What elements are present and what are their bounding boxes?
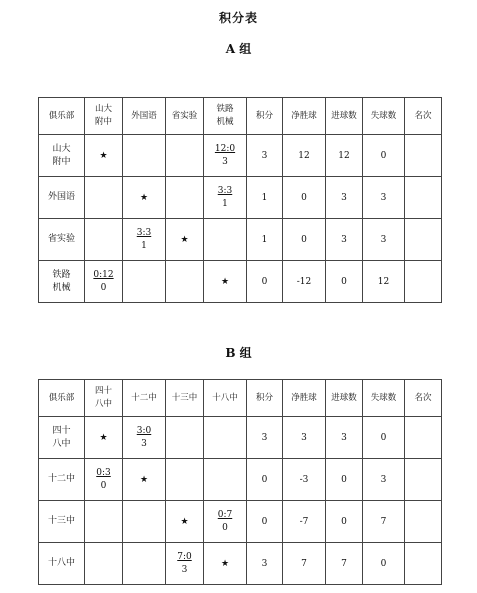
stat-value: 7 bbox=[380, 516, 387, 527]
stat-value: 0 bbox=[261, 276, 268, 287]
stat-cell bbox=[204, 417, 247, 459]
column-header bbox=[405, 380, 442, 417]
match-score: 3:0 bbox=[136, 425, 152, 436]
stat-cell bbox=[283, 261, 326, 303]
match-result-cell bbox=[166, 543, 204, 585]
star-icon: ★ bbox=[99, 150, 108, 161]
table-row bbox=[39, 459, 442, 501]
table-row bbox=[39, 135, 442, 177]
stat-cell bbox=[123, 543, 166, 585]
stat-cell bbox=[204, 459, 247, 501]
table-row bbox=[39, 417, 442, 459]
team-name-cell bbox=[39, 501, 85, 543]
stat-cell bbox=[363, 219, 405, 261]
table-row bbox=[39, 501, 442, 543]
column-header-label: 进球数 bbox=[331, 111, 357, 121]
team-name: 外国语 bbox=[47, 192, 75, 202]
stat-value: 12 bbox=[338, 150, 350, 161]
match-score: 3:3 bbox=[136, 227, 152, 238]
team-name-cell bbox=[39, 417, 85, 459]
stat-cell bbox=[85, 501, 123, 543]
column-header bbox=[363, 98, 405, 135]
stat-cell bbox=[204, 219, 247, 261]
stat-value: 0 bbox=[380, 150, 387, 161]
stat-cell bbox=[247, 135, 283, 177]
column-header-label: 净胜球 bbox=[291, 111, 317, 121]
stat-cell bbox=[283, 177, 326, 219]
column-header bbox=[85, 380, 123, 417]
column-header-label: 俱乐部 bbox=[48, 393, 75, 403]
team-name: 十三中 bbox=[47, 516, 75, 526]
group-a-title: A 组 bbox=[225, 42, 252, 56]
column-header-label: 失球数 bbox=[370, 111, 397, 121]
column-header bbox=[283, 98, 326, 135]
stat-cell bbox=[247, 177, 283, 219]
match-result bbox=[137, 425, 151, 451]
stat-value: 3 bbox=[380, 474, 387, 485]
column-header-label: 山大附中 bbox=[94, 104, 112, 127]
match-score: 12:0 bbox=[214, 143, 236, 154]
stat-value: 3 bbox=[341, 192, 347, 203]
column-header-label: 十三中 bbox=[171, 393, 198, 403]
star-icon: ★ bbox=[180, 516, 189, 527]
stat-cell bbox=[405, 219, 442, 261]
match-result-cell bbox=[85, 459, 123, 501]
self-match-cell bbox=[166, 219, 204, 261]
column-header bbox=[363, 380, 405, 417]
column-header-label: 十八中 bbox=[212, 393, 238, 403]
stat-cell bbox=[405, 417, 442, 459]
self-match-cell bbox=[166, 501, 204, 543]
self-match-cell bbox=[85, 135, 123, 177]
table-row bbox=[39, 543, 442, 585]
stat-cell bbox=[405, 501, 442, 543]
stat-value: 12 bbox=[298, 150, 310, 161]
stat-value: 0 bbox=[341, 474, 347, 485]
stat-cell bbox=[405, 135, 442, 177]
column-header bbox=[123, 380, 166, 417]
stat-cell bbox=[363, 261, 405, 303]
match-result-cell bbox=[123, 417, 166, 459]
match-result bbox=[177, 551, 191, 577]
column-header bbox=[326, 98, 363, 135]
stat-cell bbox=[326, 135, 363, 177]
team-name: 十八中 bbox=[47, 558, 75, 568]
team-name: 山大附中 bbox=[52, 143, 71, 167]
header-row bbox=[39, 98, 442, 135]
stat-cell bbox=[247, 219, 283, 261]
match-score: 7:0 bbox=[177, 551, 192, 562]
stat-cell bbox=[283, 417, 326, 459]
match-score: 0:3 bbox=[96, 467, 111, 478]
team-name-cell bbox=[39, 177, 85, 219]
stat-cell bbox=[283, 501, 326, 543]
team-name-cell bbox=[39, 135, 85, 177]
stat-cell bbox=[85, 543, 123, 585]
stat-cell bbox=[166, 177, 204, 219]
stat-value: 12 bbox=[377, 276, 390, 287]
column-header bbox=[204, 98, 247, 135]
stat-cell bbox=[326, 459, 363, 501]
stat-cell bbox=[166, 135, 204, 177]
stat-cell bbox=[247, 459, 283, 501]
stat-value: 3 bbox=[380, 234, 387, 245]
table-row bbox=[39, 261, 442, 303]
stat-value: 3 bbox=[261, 558, 268, 569]
stat-cell bbox=[326, 543, 363, 585]
stat-value: 3 bbox=[261, 150, 268, 161]
match-points: 0 bbox=[100, 282, 107, 293]
stat-value: 0 bbox=[380, 558, 387, 569]
column-header bbox=[247, 380, 283, 417]
match-points: 0 bbox=[100, 480, 107, 491]
column-header-label: 俱乐部 bbox=[48, 111, 75, 121]
column-header bbox=[247, 98, 283, 135]
stat-value: 3 bbox=[301, 432, 307, 443]
match-result-cell bbox=[85, 261, 123, 303]
match-points: 1 bbox=[141, 240, 147, 251]
stat-cell bbox=[363, 459, 405, 501]
match-result bbox=[96, 467, 110, 493]
team-name-cell bbox=[39, 261, 85, 303]
match-points: 3 bbox=[181, 564, 188, 575]
stat-cell bbox=[363, 177, 405, 219]
stat-value: -7 bbox=[299, 516, 309, 527]
stat-value: 0 bbox=[341, 276, 347, 287]
stat-value: 3 bbox=[380, 192, 387, 203]
column-header bbox=[166, 98, 204, 135]
stat-cell bbox=[85, 177, 123, 219]
stat-value: -12 bbox=[296, 276, 312, 287]
table-row bbox=[39, 219, 442, 261]
stat-cell bbox=[85, 219, 123, 261]
star-icon: ★ bbox=[139, 474, 149, 485]
page-title: 积分表 bbox=[218, 11, 258, 25]
column-header-label: 外国语 bbox=[131, 111, 157, 121]
stat-value: 3 bbox=[341, 432, 347, 443]
column-header-label: 失球数 bbox=[370, 393, 397, 403]
column-header bbox=[204, 380, 247, 417]
group-b-title: B 组 bbox=[225, 346, 252, 360]
match-result-cell bbox=[204, 177, 247, 219]
match-result bbox=[93, 269, 113, 295]
team-name-cell bbox=[39, 459, 85, 501]
stat-cell bbox=[283, 219, 326, 261]
stat-value: 1 bbox=[261, 192, 268, 203]
column-header bbox=[39, 98, 85, 135]
stat-cell bbox=[166, 417, 204, 459]
team-name: 十二中 bbox=[47, 474, 75, 484]
stat-cell bbox=[326, 219, 363, 261]
match-result bbox=[218, 509, 232, 535]
stat-value: 0 bbox=[261, 516, 268, 527]
self-match-cell bbox=[123, 459, 166, 501]
star-icon: ★ bbox=[139, 192, 149, 203]
stat-cell bbox=[166, 261, 204, 303]
match-points: 0 bbox=[222, 522, 228, 533]
stat-cell bbox=[405, 543, 442, 585]
stat-value: 3 bbox=[261, 432, 268, 443]
stat-cell bbox=[363, 543, 405, 585]
match-result bbox=[218, 185, 232, 211]
team-name: 四十八中 bbox=[52, 425, 71, 449]
stat-value: 0 bbox=[301, 192, 307, 203]
stat-cell bbox=[405, 459, 442, 501]
stat-value: -3 bbox=[299, 474, 309, 485]
team-name-cell bbox=[39, 219, 85, 261]
match-score: 3:3 bbox=[217, 185, 233, 196]
column-header bbox=[166, 380, 204, 417]
stat-cell bbox=[123, 261, 166, 303]
column-header-label: 四十八中 bbox=[94, 386, 112, 409]
column-header-label: 净胜球 bbox=[291, 393, 317, 403]
stat-cell bbox=[166, 459, 204, 501]
star-icon: ★ bbox=[99, 432, 108, 443]
team-name: 铁路机械 bbox=[52, 269, 71, 293]
column-header bbox=[85, 98, 123, 135]
stat-cell bbox=[405, 177, 442, 219]
stat-cell bbox=[247, 543, 283, 585]
stat-cell bbox=[123, 135, 166, 177]
column-header bbox=[326, 380, 363, 417]
stat-value: 7 bbox=[341, 558, 347, 569]
stat-cell bbox=[123, 501, 166, 543]
stat-cell bbox=[247, 501, 283, 543]
header-row bbox=[39, 380, 442, 417]
column-header-label: 省实验 bbox=[171, 111, 198, 121]
group-a-table bbox=[38, 97, 442, 303]
column-header-label: 积分 bbox=[255, 393, 273, 403]
column-header bbox=[39, 380, 85, 417]
self-match-cell bbox=[123, 177, 166, 219]
team-name-cell bbox=[39, 543, 85, 585]
group-b-table bbox=[38, 379, 442, 585]
stat-cell bbox=[363, 135, 405, 177]
stat-value: 1 bbox=[261, 234, 268, 245]
match-points: 3 bbox=[222, 156, 228, 167]
column-header bbox=[405, 98, 442, 135]
column-header bbox=[283, 380, 326, 417]
stat-value: 3 bbox=[341, 234, 347, 245]
stat-cell bbox=[247, 417, 283, 459]
match-result-cell bbox=[204, 135, 247, 177]
match-result bbox=[137, 227, 151, 253]
match-result-cell bbox=[123, 219, 166, 261]
match-points: 1 bbox=[222, 198, 228, 209]
self-match-cell bbox=[204, 543, 247, 585]
stat-cell bbox=[283, 543, 326, 585]
column-header-label: 名次 bbox=[414, 111, 432, 121]
column-header bbox=[123, 98, 166, 135]
stat-cell bbox=[326, 417, 363, 459]
match-result-cell bbox=[204, 501, 247, 543]
stat-cell bbox=[363, 501, 405, 543]
self-match-cell bbox=[85, 417, 123, 459]
star-icon: ★ bbox=[220, 276, 230, 287]
column-header-label: 名次 bbox=[414, 393, 432, 403]
star-icon: ★ bbox=[220, 558, 230, 569]
stat-value: 0 bbox=[261, 474, 268, 485]
stat-value: 0 bbox=[301, 234, 307, 245]
stat-value: 0 bbox=[341, 516, 347, 527]
stat-cell bbox=[405, 261, 442, 303]
match-result bbox=[215, 143, 235, 169]
star-icon: ★ bbox=[180, 234, 189, 245]
stat-cell bbox=[326, 261, 363, 303]
stat-cell bbox=[326, 177, 363, 219]
stat-cell bbox=[326, 501, 363, 543]
stat-cell bbox=[283, 459, 326, 501]
column-header-label: 进球数 bbox=[331, 393, 357, 403]
stat-cell bbox=[363, 417, 405, 459]
stat-value: 7 bbox=[301, 558, 307, 569]
team-name: 省实验 bbox=[47, 234, 75, 244]
match-points: 3 bbox=[141, 438, 147, 449]
stat-cell bbox=[247, 261, 283, 303]
column-header-label: 十二中 bbox=[131, 393, 157, 403]
column-header-label: 积分 bbox=[255, 111, 273, 121]
stat-cell bbox=[283, 135, 326, 177]
column-header-label: 铁路机械 bbox=[216, 104, 234, 127]
match-score: 0:7 bbox=[217, 509, 233, 520]
match-score: 0:12 bbox=[93, 269, 114, 280]
table-row bbox=[39, 177, 442, 219]
self-match-cell bbox=[204, 261, 247, 303]
stat-value: 0 bbox=[380, 432, 387, 443]
